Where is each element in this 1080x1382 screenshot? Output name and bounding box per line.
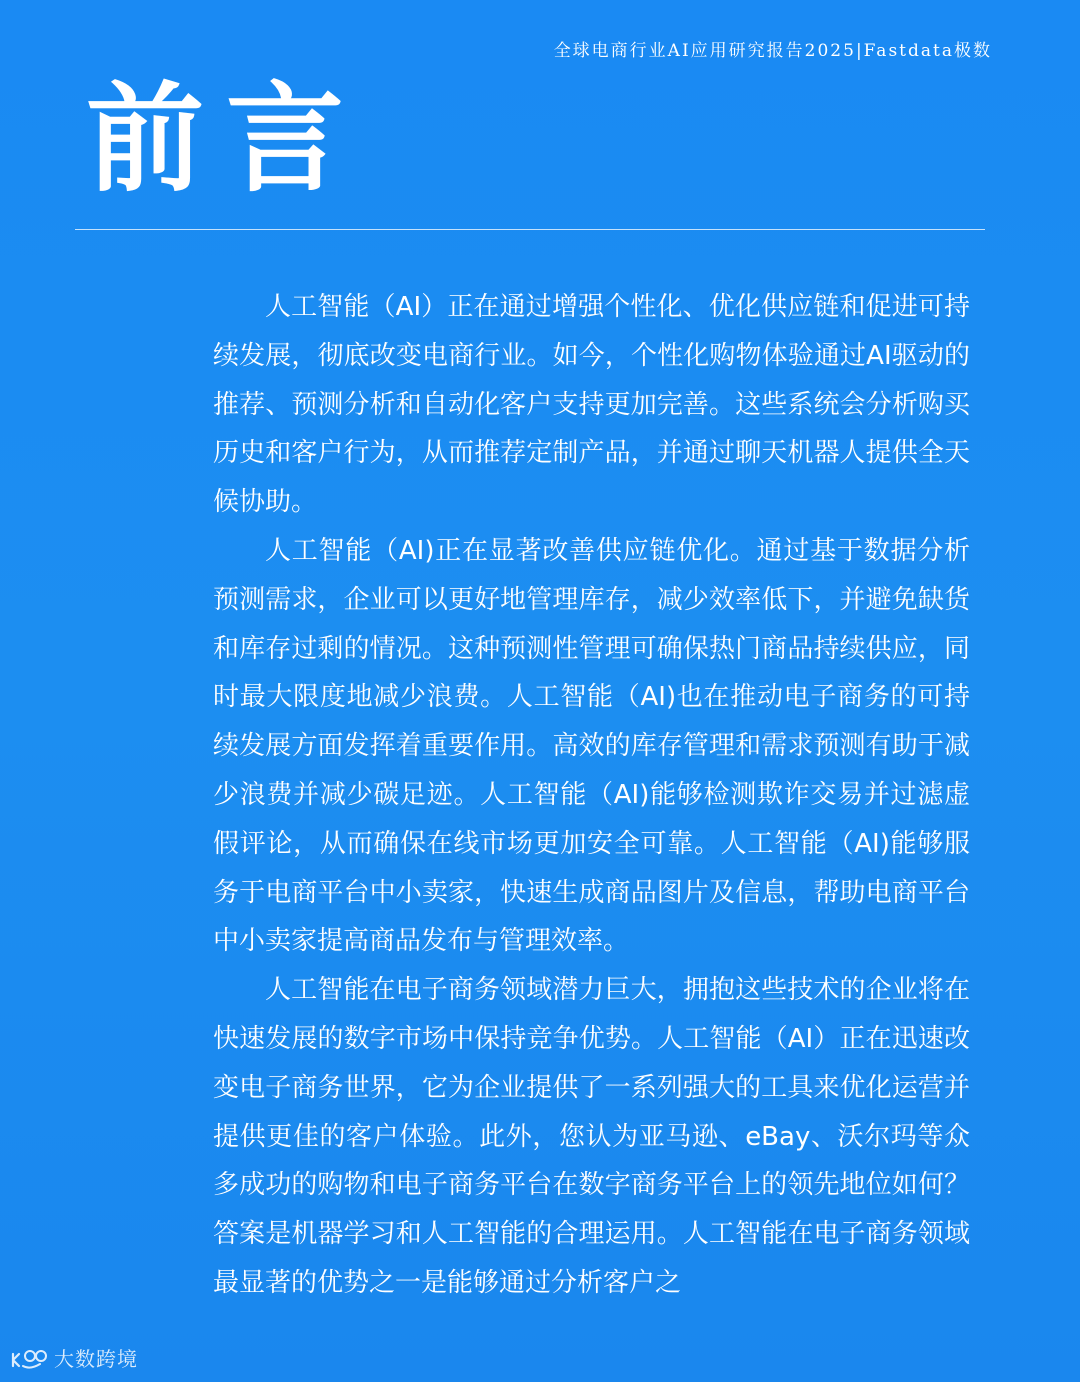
paragraph-3: 人工智能在电子商务领域潜力巨大，拥抱这些技术的企业将在快速发展的数字市场中保持竞争优势。人工智能（AI）正在迅速改变电子商务世界，它为企业提供了一系列强大的工具来优化运营并提供更佳的客户体验。此外，您认为亚马逊、eBay、沃尔玛等众多成功的购物和电子商务平台在数字商务平台上的领先地位如何？答案是机器学习和人工智能的合理运用。人工智能在电子商务领域最显著的优势之一是能够通过分析客户之: [213, 975, 970, 1298]
title-divider: [75, 229, 985, 230]
paragraph-1: 人工智能（AI）正在通过增强个性化、优化供应链和促进可持续发展，彻底改变电商行业。如今，个性化购物体验通过AI驱动的推荐、预测分析和自动化客户支持更加完善。这些系统会分析购买历史和客户行为，从而推荐定制产品，并通过聊天机器人提供全天候协助。: [213, 292, 970, 518]
report-header-title: 全球电商行业AI应用研究报告2025|Fastdata极数: [553, 41, 992, 61]
watermark: [10, 1343, 138, 1372]
watermark-logo-icon: [10, 1346, 48, 1370]
foreword-body: [213, 283, 970, 1308]
watermark-text: 大数跨境: [54, 1347, 138, 1371]
page-title: 前言: [86, 69, 367, 208]
paragraph-2: 人工智能（AI)正在显著改善供应链优化。通过基于数据分析预测需求，企业可以更好地管理库存，减少效率低下，并避免缺货和库存过剩的情况。这种预测性管理可确保热门商品持续供应，同时最大限度地减少浪费。人工智能（AI)也在推动电子商务的可持续发展方面发挥着重要作用。高效的库存管理和需求预测有助于减少浪费并减少碳足迹。人工智能（AI)能够检测欺诈交易并过滤虚假评论，从而确保在线市场更加安全可靠。人工智能（AI)能够服务于电商平台中小卖家，快速生成商品图片及信息，帮助电商平台中小卖家提高商品发布与管理效率。: [213, 535, 970, 957]
